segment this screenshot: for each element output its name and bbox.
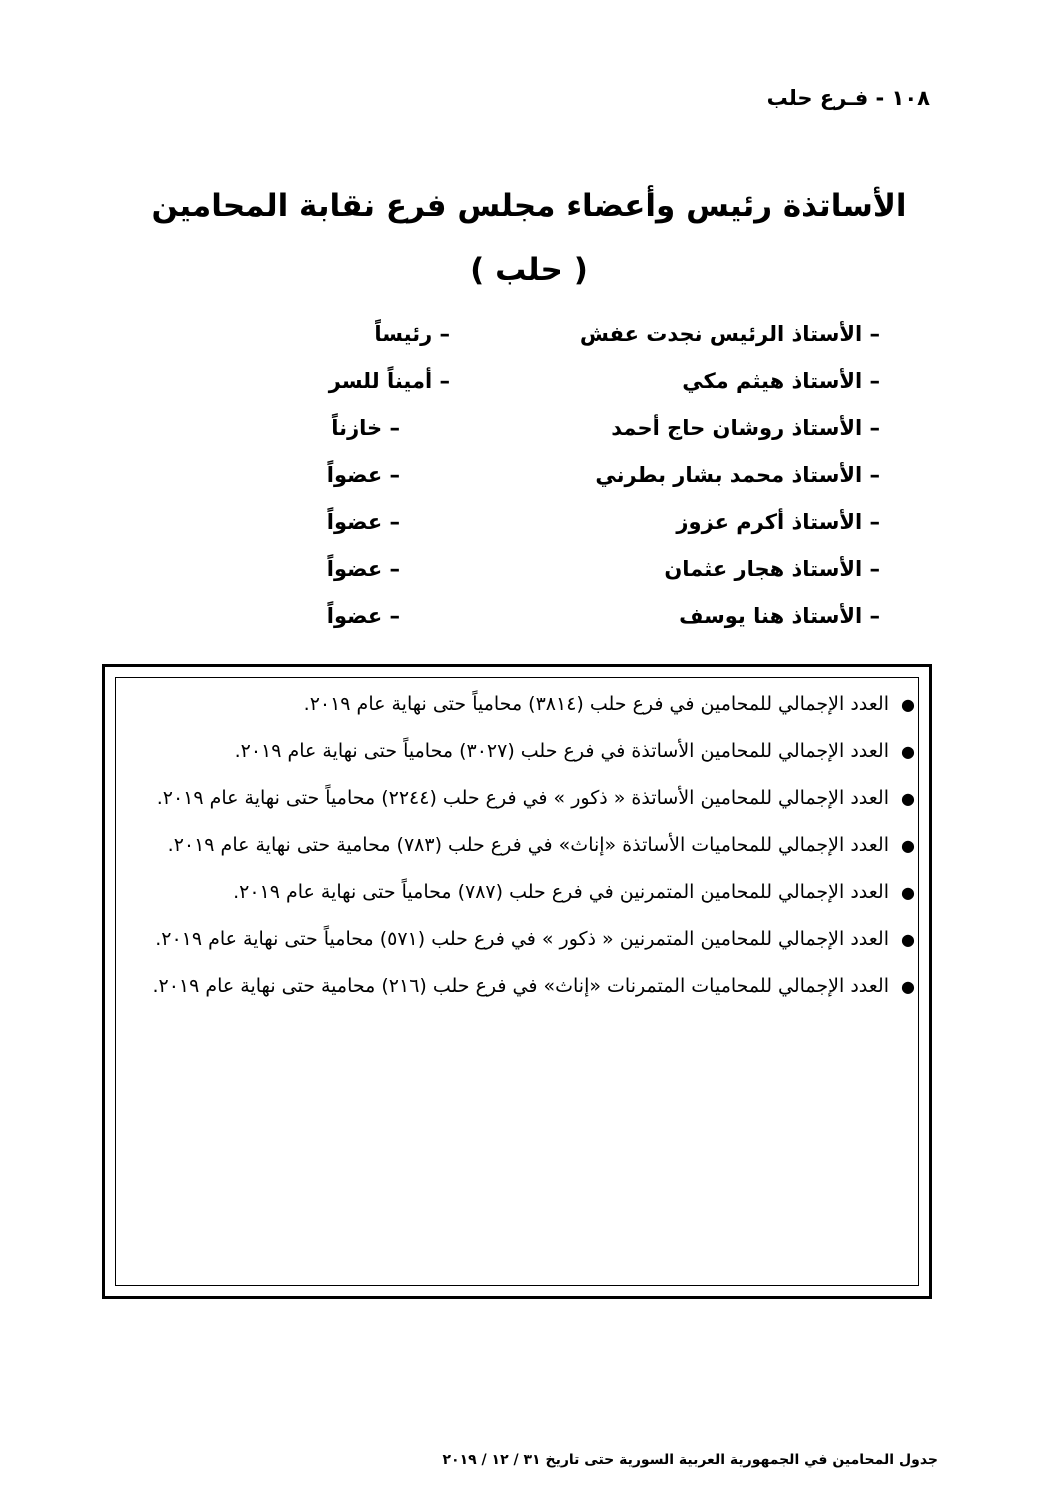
statistic-text: العدد الإجمالي للمحامين في فرع حلب (٣٨١٤) محامياً حتى نهاية عام ٢٠١٩.: [303, 693, 889, 715]
member-role: – أميناً للسر: [328, 369, 450, 393]
bullet-icon: ●: [901, 836, 915, 855]
council-member-row: [150, 598, 880, 645]
member-role: – خازناً: [331, 416, 400, 440]
council-member-row: [150, 363, 880, 410]
statistics-list: [119, 681, 915, 1010]
member-role: – عضواً: [326, 557, 400, 581]
council-member-row: [150, 410, 880, 457]
bullet-icon: ●: [901, 930, 915, 949]
statistic-item: [119, 963, 915, 1010]
bullet-icon: ●: [901, 789, 915, 808]
statistic-text: العدد الإجمالي للمحامين المتمرنين في فرع حلب (٧٨٧) محامياً حتى نهاية عام ٢٠١٩.: [233, 881, 889, 903]
member-role: – عضواً: [326, 463, 400, 487]
council-member-row: [150, 457, 880, 504]
member-name: – الأستاذ أكرم عزوز: [676, 510, 880, 534]
member-role: – عضواً: [326, 510, 400, 534]
council-member-row: [150, 504, 880, 551]
statistic-text: العدد الإجمالي للمحامين المتمرنين « ذكور » في فرع حلب (٥٧١) محامياً حتى نهاية عام ٢٠١٩.: [155, 928, 889, 950]
member-name: – الأستاذ هيثم مكي: [682, 369, 880, 393]
statistic-text: العدد الإجمالي للمحامين الأساتذة « ذكور » في فرع حلب (٢٢٤٤) محامياً حتى نهاية عام ٢٠١٩.: [156, 787, 889, 809]
page-subtitle: ( حلب ): [470, 252, 588, 288]
member-name: – الأستاذ محمد بشار بطرني: [595, 463, 880, 487]
statistics-box: [102, 664, 932, 1299]
statistic-item: [119, 681, 915, 728]
statistic-text: العدد الإجمالي للمحامين الأساتذة في فرع حلب (٣٠٢٧) محامياً حتى نهاية عام ٢٠١٩.: [234, 740, 889, 762]
bullet-icon: ●: [901, 742, 915, 761]
statistic-item: [119, 916, 915, 963]
statistic-text: العدد الإجمالي للمحاميات الأساتذة «إناث» في فرع حلب (٧٨٣) محامية حتى نهاية عام ٢٠١٩.: [167, 834, 889, 856]
page-footer: جدول المحامين في الجمهورية العربية السورية حتى تاريخ ٣١ / ١٢ / ٢٠١٩: [442, 1452, 938, 1468]
member-role: – رئيساً: [374, 322, 450, 346]
member-name: – الأستاذ الرئيس نجدت عفش: [579, 322, 880, 346]
member-role: – عضواً: [326, 604, 400, 628]
council-member-row: [150, 316, 880, 363]
statistic-text: العدد الإجمالي للمحاميات المتمرنات «إناث» في فرع حلب (٢١٦) محامية حتى نهاية عام ٢٠١٩.: [152, 975, 889, 997]
statistic-item: [119, 822, 915, 869]
page-header: ١٠٨ - فـرع حلب: [766, 86, 930, 110]
statistic-item: [119, 728, 915, 775]
statistic-item: [119, 869, 915, 916]
page-title: الأساتذة رئيس وأعضاء مجلس فرع نقابة المحامين: [151, 188, 907, 224]
council-members-list: [150, 316, 880, 645]
bullet-icon: ●: [901, 977, 915, 996]
bullet-icon: ●: [901, 695, 915, 714]
member-name: – الأستاذ هجار عثمان: [664, 557, 880, 581]
member-name: – الأستاذ هنا يوسف: [679, 604, 880, 628]
statistic-item: [119, 775, 915, 822]
member-name: – الأستاذ روشان حاج أحمد: [611, 416, 880, 440]
council-member-row: [150, 551, 880, 598]
bullet-icon: ●: [901, 883, 915, 902]
